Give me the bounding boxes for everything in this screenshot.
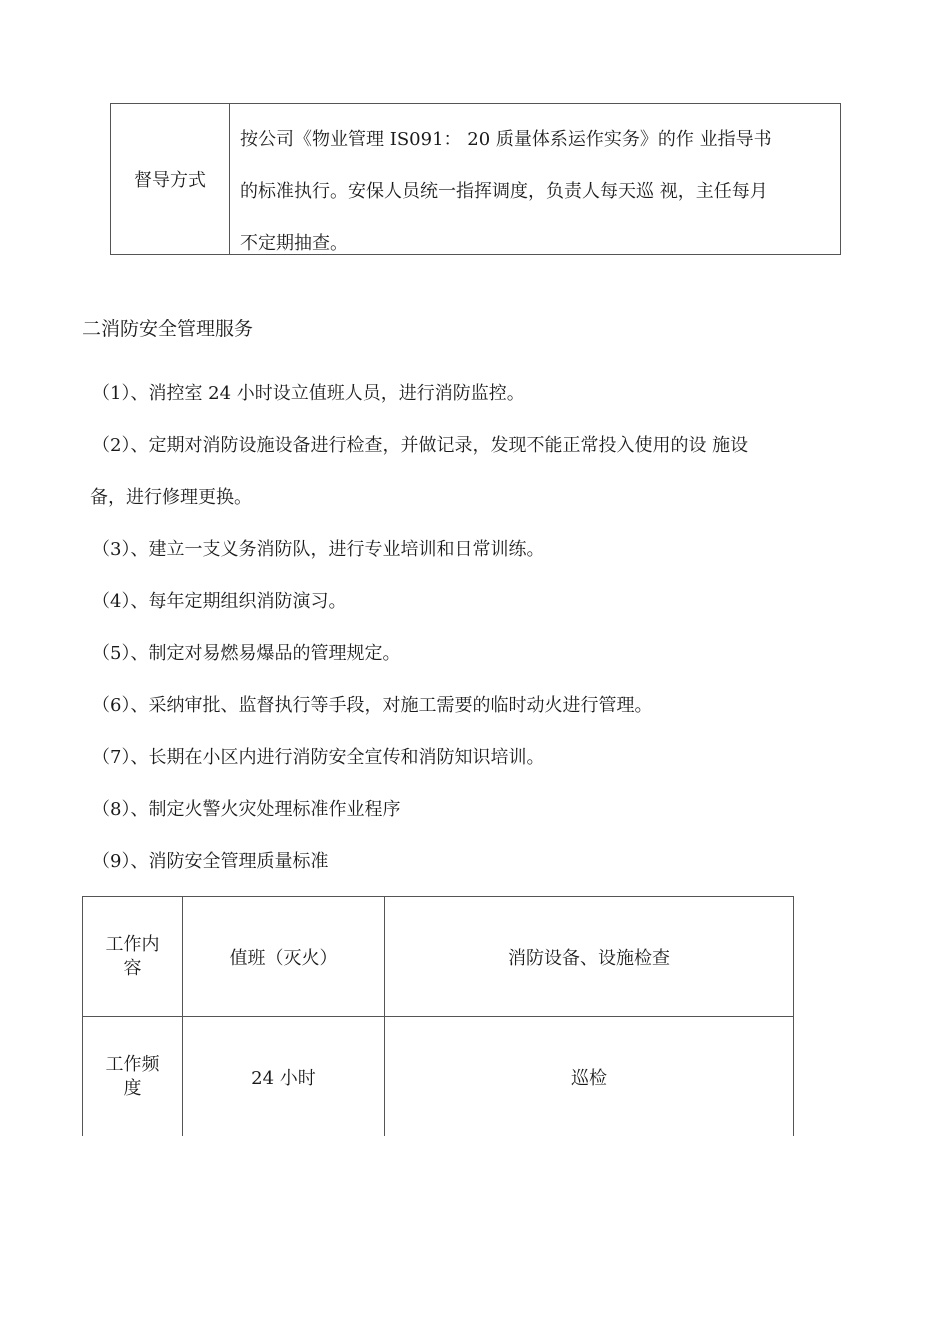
list-item: （3）、建立一支义务消防队，进行专业培训和日常训练。 bbox=[92, 539, 545, 560]
row-label bbox=[83, 1017, 183, 1136]
list-item: （2）、定期对消防设施设备进行检查，并做记录，发现不能正常投入使用的设 施设 bbox=[92, 435, 749, 456]
table-cell: 值班（灭火） bbox=[183, 897, 385, 1016]
table-cell: 消防设备、设施检查 bbox=[508, 947, 670, 969]
row-label-line: 容 bbox=[123, 957, 142, 979]
list-item: （7）、长期在小区内进行消防安全宣传和消防知识培训。 bbox=[92, 747, 545, 768]
section-heading: 二消防安全管理服务 bbox=[82, 318, 254, 340]
list-item: （9）、消防安全管理质量标准 bbox=[92, 851, 329, 872]
supervision-label: 督导方式 bbox=[111, 104, 230, 254]
supervision-line: 不定期抽查。 bbox=[240, 233, 348, 254]
row-label bbox=[83, 897, 183, 1016]
list-item: （6）、采纳审批、监督执行等手段，对施工需要的临时动火进行管理。 bbox=[92, 695, 653, 716]
standards-table bbox=[82, 896, 794, 1136]
table-row bbox=[82, 1016, 794, 1136]
list-item: （4）、每年定期组织消防演习。 bbox=[92, 591, 347, 612]
list-item: （8）、制定火警火灾处理标准作业程序 bbox=[92, 799, 401, 820]
row-label-line: 工作频 bbox=[105, 1053, 160, 1075]
supervision-content bbox=[230, 104, 840, 254]
list-item: （5）、制定对易燃易爆品的管理规定。 bbox=[92, 643, 401, 664]
supervision-line: 的标准执行。安保人员统一指挥调度，负责人每天巡 视，主任每月 bbox=[240, 181, 768, 202]
table-row bbox=[82, 896, 794, 1016]
supervision-line: 按公司《物业管理 IS091： 20 质量体系运作实务》的作 业指导书 bbox=[240, 129, 772, 150]
service-list bbox=[92, 368, 882, 888]
table-cell: 24 小时 bbox=[183, 1017, 385, 1136]
list-item: （1）、消控室 24 小时设立值班人员，进行消防监控。 bbox=[92, 383, 525, 404]
list-item-continuation: 备，进行修理更换。 bbox=[90, 487, 252, 508]
supervision-table bbox=[110, 103, 841, 255]
row-label-line: 工作内 bbox=[105, 933, 160, 955]
row-label-line: 度 bbox=[123, 1077, 142, 1099]
table-cell: 巡检 bbox=[571, 1067, 607, 1089]
